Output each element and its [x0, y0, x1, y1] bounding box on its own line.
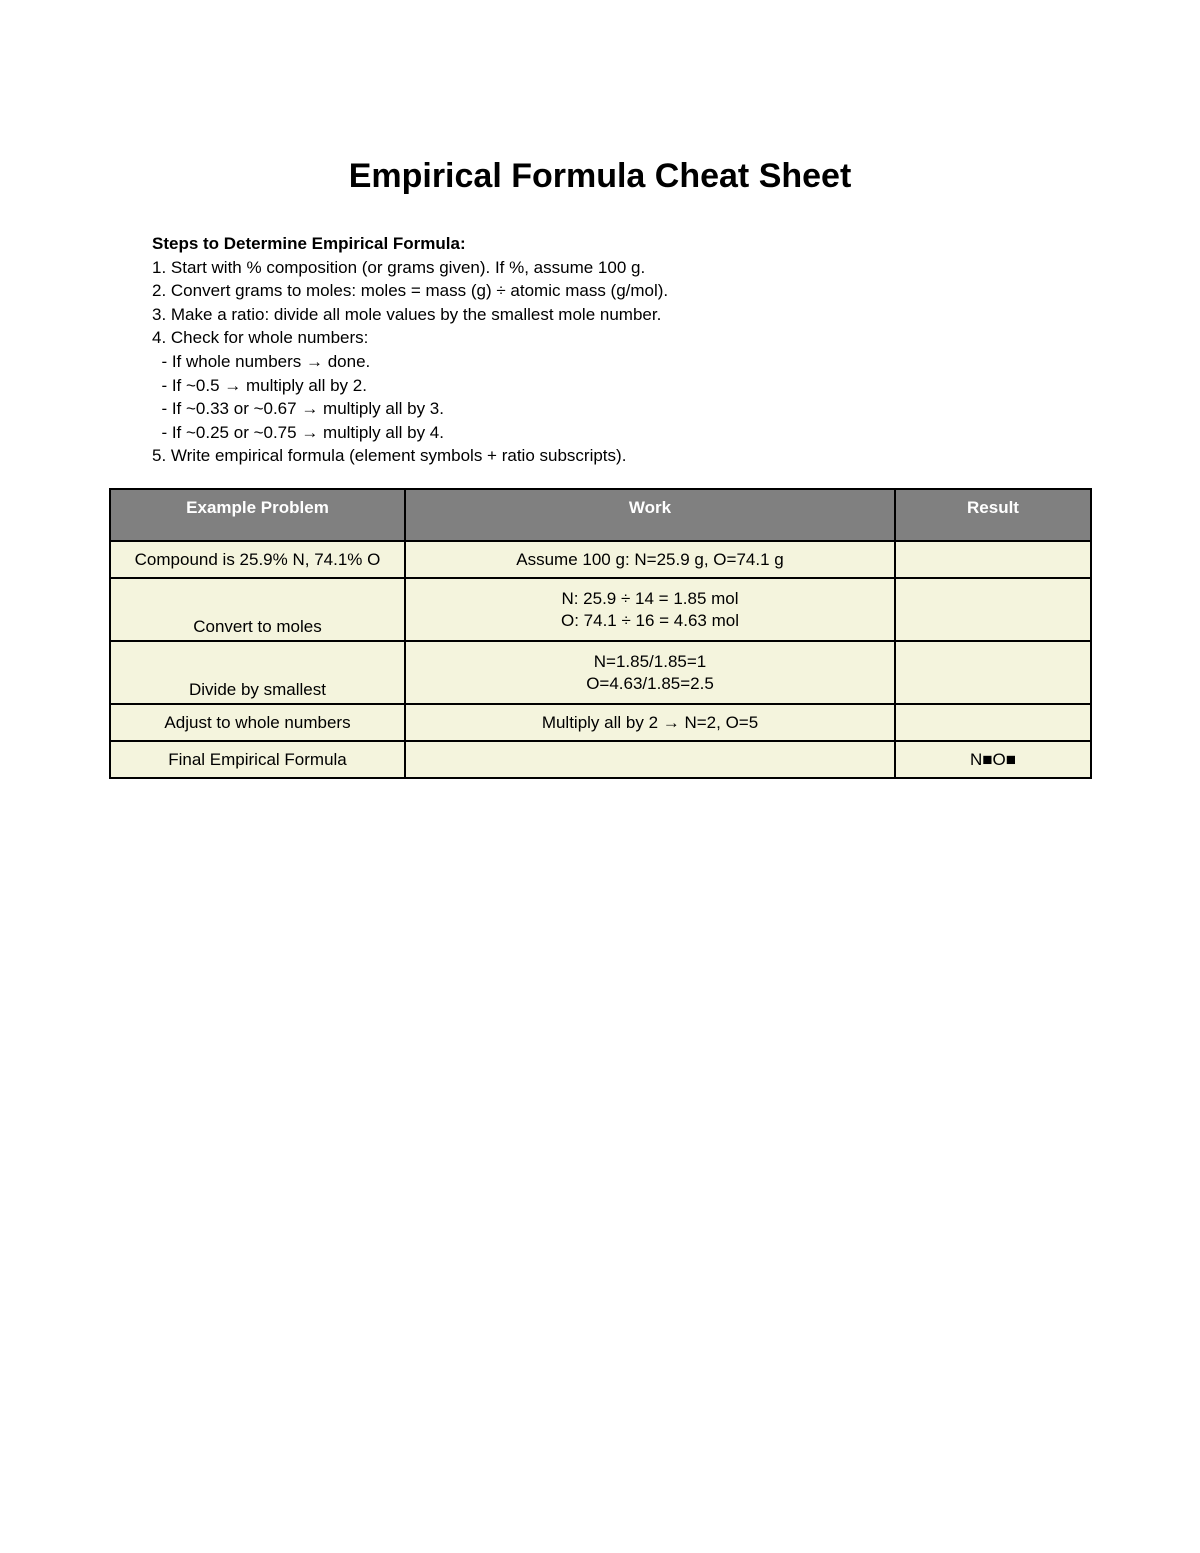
problem-cell: Final Empirical Formula [110, 741, 405, 778]
step-line: 3. Make a ratio: divide all mole values by the smallest mole number. [152, 304, 662, 324]
work-cell [405, 741, 895, 778]
step-substep: - If ~0.33 or ~0.67 → multiply all by 3. [152, 399, 444, 419]
table-row [110, 541, 1091, 578]
steps-heading: Steps to Determine Empirical Formula: [152, 234, 466, 253]
header-work: Work [405, 489, 895, 541]
result-cell [895, 578, 1091, 641]
result-cell [895, 704, 1091, 741]
work-line: N=1.85/1.85=1 [593, 651, 707, 671]
problem-cell: Divide by smallest [110, 641, 405, 704]
table-row [110, 641, 1091, 704]
table-header-row [110, 489, 1091, 541]
table-row [110, 704, 1091, 741]
step-substep: - If ~0.5 → multiply all by 2. [152, 375, 367, 395]
work-line: O=4.63/1.85=2.5 [586, 673, 714, 693]
work-cell [405, 578, 895, 641]
page-title: Empirical Formula Cheat Sheet [348, 157, 852, 195]
step-substep: - If whole numbers → done. [152, 351, 371, 371]
problem-cell: Adjust to whole numbers [110, 704, 405, 741]
work-line: O: 74.1 ÷ 16 = 4.63 mol [560, 610, 740, 630]
step-line: 5. Write empirical formula (element symbols + ratio subscripts). [152, 446, 627, 466]
step-line: 1. Start with % composition (or grams given). If %, assume 100 g. [152, 257, 646, 277]
work-cell [405, 641, 895, 704]
result-cell [895, 541, 1091, 578]
step-line: 2. Convert grams to moles: moles = mass (g) ÷ atomic mass (g/mol). [152, 281, 669, 301]
example-table [109, 488, 1092, 779]
steps-section [152, 232, 1052, 468]
table-row [110, 741, 1091, 778]
work-cell: Multiply all by 2 → N=2, O=5 [405, 704, 895, 741]
problem-cell: Compound is 25.9% N, 74.1% O [110, 541, 405, 578]
problem-cell: Convert to moles [110, 578, 405, 641]
work-cell: Assume 100 g: N=25.9 g, O=74.1 g [405, 541, 895, 578]
final-formula-cell: N■O■ [895, 741, 1091, 778]
header-result: Result [895, 489, 1091, 541]
table-row [110, 578, 1091, 641]
work-line: N: 25.9 ÷ 14 = 1.85 mol [561, 588, 739, 608]
header-example-problem: Example Problem [110, 489, 405, 541]
result-cell [895, 641, 1091, 704]
step-substep: - If ~0.25 or ~0.75 → multiply all by 4. [152, 422, 444, 442]
step-line: 4. Check for whole numbers: [152, 328, 369, 348]
